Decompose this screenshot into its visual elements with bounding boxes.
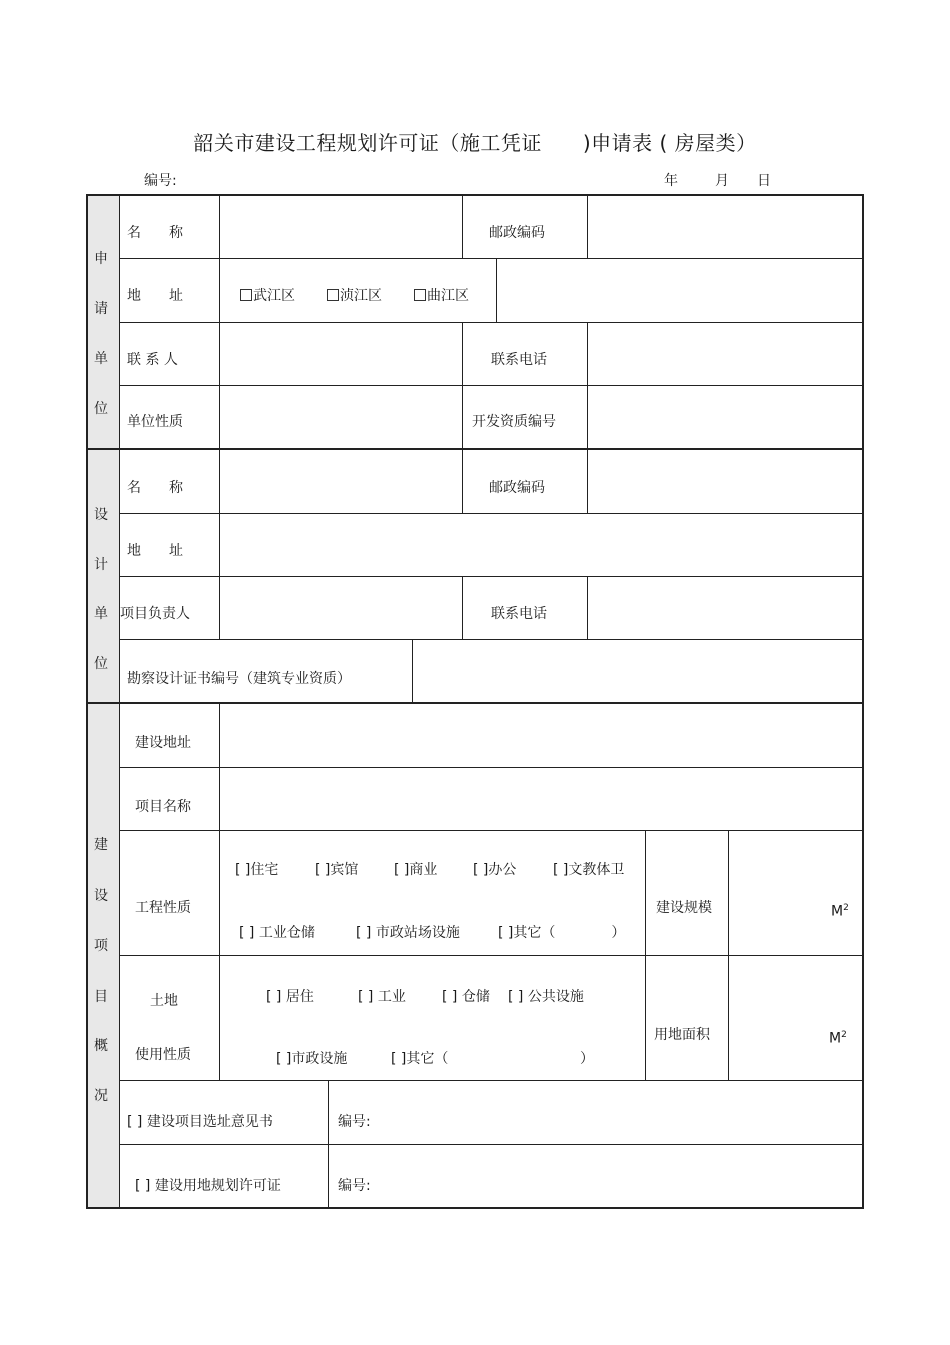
- table-top-border: [86, 194, 864, 196]
- siting-number-label: 编号:: [338, 1114, 371, 1130]
- section-char: 概: [94, 1038, 108, 1054]
- col-line: [587, 322, 588, 449]
- land-area-label: 用地面积: [654, 1027, 710, 1043]
- land-option-other[interactable]: [ ]其它（: [391, 1051, 449, 1067]
- section-char: 况: [94, 1088, 108, 1104]
- col-line: [728, 830, 729, 1081]
- row-line: [119, 830, 863, 831]
- row-line: [119, 767, 863, 768]
- section-char: 申: [94, 251, 108, 267]
- section-char: 请: [94, 301, 108, 317]
- nature-option-office[interactable]: [ ]办公: [473, 862, 517, 878]
- col-line: [587, 195, 588, 259]
- col-line: [219, 703, 220, 1081]
- section-char: 单: [94, 606, 108, 622]
- col-line: [219, 195, 220, 449]
- land-use-label-2: 使用性质: [135, 1047, 191, 1063]
- row-line: [119, 322, 863, 323]
- designer-name-label: 名 称: [127, 480, 183, 496]
- project-name-label: 项目名称: [135, 799, 191, 815]
- district-option-zhenjiang[interactable]: [327, 287, 382, 305]
- section-char: 单: [94, 351, 108, 367]
- unit-text: M: [831, 903, 844, 920]
- row-line: [119, 1080, 863, 1081]
- col-line: [462, 576, 463, 640]
- siting-opinion-option[interactable]: [ ] 建设项目选址意见书: [127, 1114, 273, 1130]
- applicant-contact-label: 联 系 人: [127, 352, 178, 368]
- applicant-dev-cert-label: 开发资质编号: [472, 414, 556, 430]
- land-option-storage[interactable]: [ ] 仓储: [442, 989, 490, 1005]
- applicant-address-label: 地 址: [127, 288, 183, 304]
- section-divider-designer: [86, 448, 864, 450]
- applicant-name-label: 名 称: [127, 225, 183, 241]
- col-line: [496, 258, 497, 323]
- section-char: 计: [94, 557, 108, 573]
- designer-lead-label: 项目负责人: [120, 606, 190, 622]
- scale-unit: [831, 899, 849, 921]
- date-day-label: 日: [757, 173, 771, 189]
- land-option-other-close: ）: [580, 1051, 594, 1067]
- section-divider-project: [86, 702, 864, 704]
- row-line: [119, 955, 863, 956]
- district-option-wujiang[interactable]: [240, 287, 295, 305]
- section-char: 设: [94, 888, 108, 904]
- row-line: [119, 576, 863, 577]
- district-option-qujiang[interactable]: [414, 287, 469, 305]
- checkbox-icon: [240, 289, 252, 301]
- land-option-public[interactable]: [ ] 公共设施: [508, 989, 584, 1005]
- checkbox-icon: [414, 289, 426, 301]
- unit-exponent: 2: [841, 1030, 847, 1040]
- unit-exponent: 2: [843, 903, 849, 913]
- district-label: 曲江区: [427, 288, 469, 304]
- col-line: [462, 449, 463, 514]
- checkbox-icon: [327, 289, 339, 301]
- section-char: 位: [94, 656, 108, 672]
- col-line: [412, 639, 413, 703]
- nature-option-hotel[interactable]: [ ]宾馆: [315, 862, 359, 878]
- designer-postal-label: 邮政编码: [489, 480, 545, 496]
- row-line: [119, 513, 863, 514]
- form-number-label: 编号:: [144, 173, 177, 189]
- designer-cert-label: 勘察设计证书编号（建筑专业资质）: [127, 671, 351, 687]
- applicant-phone-label: 联系电话: [491, 352, 547, 368]
- project-site-label: 建设地址: [135, 735, 191, 751]
- col-line: [462, 322, 463, 449]
- section-char: 位: [94, 401, 108, 417]
- land-permit-number-label: 编号:: [338, 1178, 371, 1194]
- nature-option-municipal-station[interactable]: [ ] 市政站场设施: [356, 925, 460, 941]
- section-char: 项: [94, 938, 108, 954]
- section-char: 建: [94, 837, 108, 853]
- designer-phone-label: 联系电话: [491, 606, 547, 622]
- row-line: [119, 385, 863, 386]
- land-option-municipal[interactable]: [ ]市政设施: [276, 1051, 348, 1067]
- col-line: [587, 449, 588, 514]
- applicant-unit-type-label: 单位性质: [127, 414, 183, 430]
- date-year-label: 年: [664, 173, 678, 189]
- col-line: [219, 449, 220, 640]
- row-line: [119, 258, 863, 259]
- nature-option-residential[interactable]: [ ]住宅: [235, 862, 279, 878]
- district-label: 武江区: [253, 288, 295, 304]
- land-option-industrial[interactable]: [ ] 工业: [358, 989, 406, 1005]
- nature-option-culture[interactable]: [ ]文教体卫: [553, 862, 625, 878]
- col-line: [462, 195, 463, 259]
- nature-option-commercial[interactable]: [ ]商业: [394, 862, 438, 878]
- section-column-edge: [119, 195, 120, 1208]
- project-nature-label: 工程性质: [135, 900, 191, 916]
- col-line: [587, 576, 588, 640]
- section-char: 目: [94, 989, 108, 1005]
- section-char: 设: [94, 507, 108, 523]
- designer-address-label: 地 址: [127, 543, 183, 559]
- district-label: 浈江区: [340, 288, 382, 304]
- nature-option-industrial-storage[interactable]: [ ] 工业仓储: [239, 925, 315, 941]
- nature-option-other[interactable]: [ ]其它（ ）: [498, 925, 626, 941]
- col-line: [328, 1080, 329, 1208]
- area-unit: [829, 1026, 847, 1048]
- land-permit-option[interactable]: [ ] 建设用地规划许可证: [135, 1178, 281, 1194]
- land-option-residential[interactable]: [ ] 居住: [266, 989, 314, 1005]
- applicant-postal-label: 邮政编码: [489, 225, 545, 241]
- unit-text: M: [829, 1030, 842, 1047]
- date-month-label: 月: [715, 173, 729, 189]
- row-line: [119, 639, 863, 640]
- table-bottom-border: [86, 1207, 864, 1209]
- col-line: [645, 830, 646, 1081]
- page-title: 韶关市建设工程规划许可证（施工凭证 )申请表 ( 房屋类）: [193, 131, 757, 155]
- land-use-label-1: 土地: [150, 993, 178, 1009]
- row-line: [119, 1144, 863, 1145]
- project-scale-label: 建设规模: [656, 900, 712, 916]
